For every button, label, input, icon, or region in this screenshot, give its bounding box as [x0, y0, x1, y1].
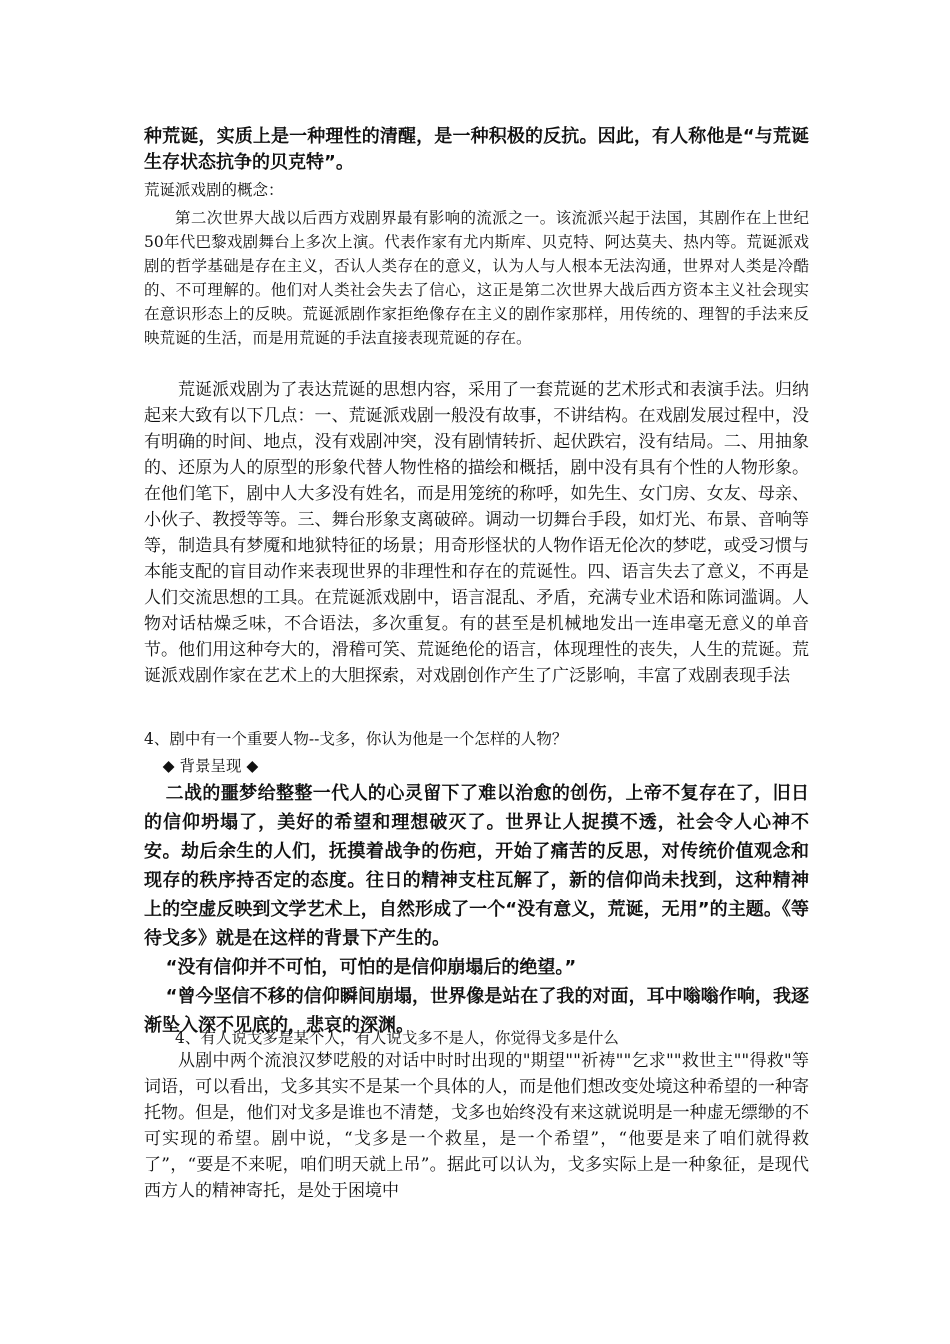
answer-block — [144, 1048, 809, 1204]
concept-block — [144, 206, 809, 350]
concept-heading: 荒诞派戏剧的概念： — [144, 181, 284, 199]
question1-block — [144, 727, 809, 778]
quote-2: “曾今坚信不移的信仰瞬间崩塌，世界像是站在了我的对面，耳中嗡嗡作响，我逐渐坠入深不见底的，悲哀的深渊。 — [144, 986, 809, 1036]
features-paragraph: 荒诞派戏剧为了表达荒诞的思想内容，采用了一套荒诞的艺术形式和表演手法。归纳起来大致有以下几点：一、荒诞派戏剧一般没有故事，不讲结构。在戏剧发展过程中，没有明确的时间、地点，没有戏剧冲突，没有剧情转折、起伏跌宕，没有结局。二、用抽象的、还原为人的原型的形象代替人物性格的描绘和概括，剧中没有具有个性的人物形象。在他们笔下，剧中人大多没有姓名，而是用笼统的称呼，如先生、女门房、女友、母亲、小伙子、教授等等。三、舞台形象支离破碎。调动一切舞台手段，如灯光、布景、音响等等，制造具有梦魇和地狱特征的场景；用奇形怪状的人物作语无伦次的梦呓，或受习惯与本能支配的盲目动作来表现世界的非理性和存在的荒诞性。四、语言失去了意义，不再是人们交流思想的工具。在荒诞派戏剧中，语言混乱、矛盾，充满专业术语和陈词滥调。人物对话枯燥乏味，不合语法，多次重复。有的甚至是机械地发出一连串毫无意义的单音节。他们用这种夸大的，滑稽可笑、荒诞绝伦的语言，体现理性的丧失，人生的荒诞。荒诞派戏剧作家在艺术上的大胆探索，对戏剧创作产生了广泛影响，丰富了戏剧表现手法 — [144, 380, 809, 686]
intro-bold-paragraph: 种荒诞，实质上是一种理性的清醒，是一种积极的反抗。因此，有人称他是“与荒诞生存状态抗争的贝克特”。 — [144, 126, 809, 173]
features-block — [144, 377, 809, 689]
background-heading: ◆ 背景呈现 ◆ — [162, 757, 259, 775]
background-paragraph: 二战的噩梦给整整一代人的心灵留下了难以治愈的创伤，上帝不复存在了，旧日的信仰坍塌了，美好的希望和理想破灭了。世界让人捉摸不透，社会令人心神不安。劫后余生的人们，抚摸着战争的伤疤，开始了痛苦的反思，对传统价值观念和现存的秩序持否定的态度。往日的精神支柱瓦解了，新的信仰尚未找到，这种精神上的空虚反映到文学艺术上，自然形成了一个“没有意义，荒诞，无用”的主题。《等待戈多》就是在这样的背景下产生的。 — [144, 783, 809, 949]
answer-paragraph: 从剧中两个流浪汉梦呓般的对话中时时出现的"期望""祈祷""乞求""救世主""得救"等词语，可以看出，戈多其实不是某一个具体的人，而是他们想改变处境这种希望的一种寄托物。但是，他们对戈多是谁也不清楚，戈多也始终没有来这就说明是一种虚无缥缈的不可实现的希望。剧中说，“戈多是一个救星，是一个希望”，“他要是来了咱们就得救了”，“要是不来呢，咱们明天就上吊”。据此可以认为，戈多实际上是一种象征，是现代西方人的精神寄托，是处于困境中 — [144, 1051, 809, 1201]
question2-block — [144, 1026, 809, 1050]
intro-block — [144, 124, 809, 202]
background-block — [144, 779, 809, 1040]
quote-1: “没有信仰并不可怕，可怕的是信仰崩塌后的绝望。” — [165, 957, 577, 978]
concept-paragraph: 第二次世界大战以后西方戏剧界最有影响的流派之一。该流派兴起于法国，其剧作在上世纪50年代巴黎戏剧舞台上多次上演。代表作家有尤内斯库、贝克特、阿达莫夫、热内等。荒诞派戏剧的哲学基础是存在主义，否认人类存在的意义，认为人与人根本无法沟通，世界对人类是冷酷的、不可理解的。他们对人类社会失去了信心，这正是第二次世界大战后西方资本主义社会现实在意识形态上的反映。荒诞派剧作家拒绝像存在主义的剧作家那样，用传统的、理智的手法来反映荒诞的生活，而是用荒诞的手法直接表现荒诞的存在。 — [144, 209, 809, 347]
question2-heading: 4、有人说戈多是某个人，有人说戈多不是人，你觉得戈多是什么 — [175, 1029, 619, 1047]
question1-heading: 4、剧中有一个重要人物--戈多，你认为他是一个怎样的人物？ — [144, 730, 568, 748]
